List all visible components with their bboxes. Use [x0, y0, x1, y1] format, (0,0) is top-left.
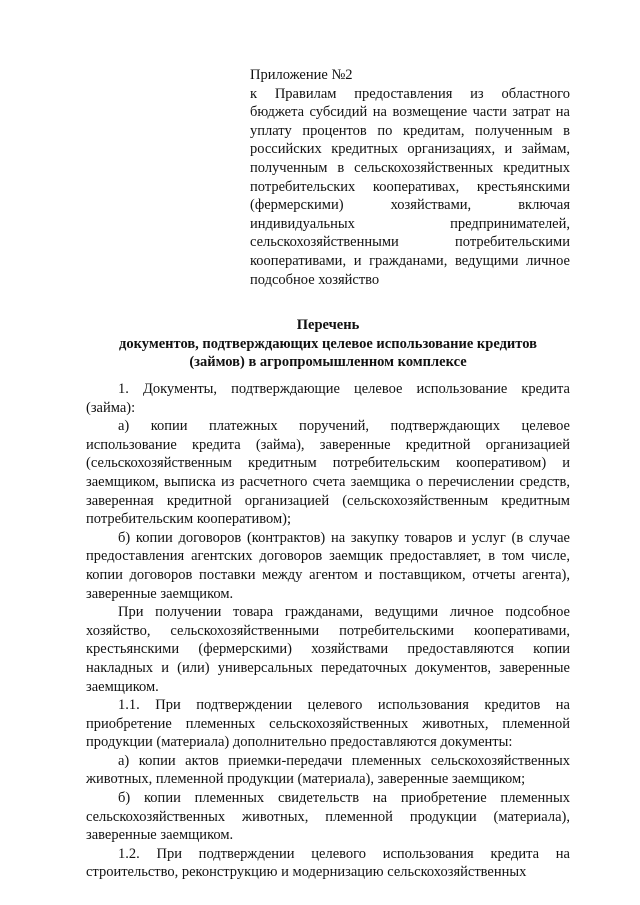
appendix-text: к Правилам предоставления из областного бюджета субсидий на возмещение части затрат на уплату процентов по кредитам, полученным в российских кредитных организациях, и займам, полученным в сельскохозяйственных кредитных потребительских кооперативах, крестьянскими (фермерскими) хозяйствами, включая индивидуальных предпринимателей, сельскохозяйственными потребительскими кооперативами, и гражданами, ведущими личное подсобное хозяйство [250, 85, 570, 288]
paragraph: а) копии актов приемки-передачи племенных сельскохозяйственных животных, племенной продукции (материала), заверенные заемщиком; [86, 752, 570, 788]
document-body [86, 380, 570, 882]
paragraph: б) копии договоров (контрактов) на закупку товаров и услуг (в случае предоставления агентских договоров заемщик предоставляет, в том числе, копии договоров поставки между агентом и поставщиком, отчеты агента), заверенные заемщиком. [86, 529, 570, 602]
paragraph: а) копии платежных поручений, подтверждающих целевое использование кредита (займа), заверенные кредитной организацией (сельскохозяйственным кредитным потребительским кооперативом) и заемщиком, выписка из расчетного счета заемщика о перечислении средств, заверенная кредитной организацией (сельскохозяйственным кредитным потребительским кооперативом); [86, 418, 570, 528]
paragraph: б) копии племенных свидетельств на приобретение племенных сельскохозяйственных животных, племенной продукции (материала), заверенные заемщиком. [86, 790, 570, 844]
paragraph: 1. Документы, подтверждающие целевое использование кредита (займа): [86, 381, 570, 416]
title-line-1: Перечень [296, 317, 360, 333]
paragraph: При получении товара гражданами, ведущими личное подсобное хозяйство, сельскохозяйственными потребительскими кооперативами, крестьянскими (фермерскими) хозяйствами предоставляются копии накладных и (или) универсальных передаточных документов, заверенные заемщиком. [86, 604, 570, 695]
title-line-2: документов, подтверждающих целевое использование кредитов [119, 335, 537, 352]
paragraph: 1.2. При подтверждении целевого использования кредита на строительство, реконструкцию и модернизацию сельскохозяйственных [86, 845, 570, 881]
appendix-title: Приложение №2 [250, 67, 353, 83]
appendix-header [250, 66, 570, 289]
paragraph: 1.1. При подтверждении целевого использования кредитов на приобретение племенных сельскохозяйственных животных, племенной продукции (материала) дополнительно предоставляются документы: [86, 697, 570, 751]
document-title [86, 316, 570, 372]
title-line-3: (займов) в агропромышленном комплексе [189, 354, 467, 371]
